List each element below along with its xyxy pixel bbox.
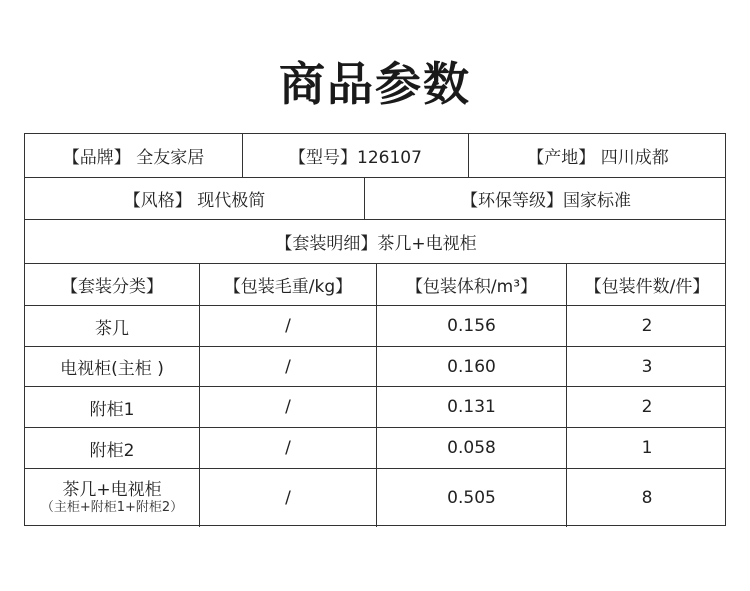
row-count: 3 — [641, 356, 653, 377]
table-row — [25, 428, 725, 469]
table-row — [25, 387, 725, 428]
table-row — [25, 469, 725, 527]
row-count: 1 — [641, 438, 653, 458]
row-weight: / — [200, 387, 377, 427]
row-volume: 0.058 — [377, 428, 567, 468]
style-cell: 【风格】 现代极简 — [25, 178, 365, 219]
row-weight: / — [200, 347, 377, 386]
header-weight: 【包装毛重/kg】 — [200, 264, 377, 305]
eco-level-cell: 【环保等级】国家标准 — [461, 191, 631, 211]
row-category: 附柜2 — [25, 428, 200, 468]
row-category: 电视柜(主柜 ) — [25, 347, 200, 386]
row-weight: / — [200, 306, 377, 346]
row-count: 8 — [641, 488, 653, 508]
row-category: 附柜1 — [25, 387, 200, 427]
table-header-row — [25, 264, 725, 306]
model-cell: 【型号】126107 — [243, 134, 469, 177]
header-count: 【包装件数/件】 — [584, 277, 710, 297]
header-volume-unit: ³】 — [513, 277, 538, 297]
table-row — [25, 347, 725, 387]
set-detail-cell: 【套装明细】茶几+电视柜 — [275, 234, 477, 254]
row-volume: 0.156 — [377, 306, 567, 346]
header-volume — [377, 264, 567, 305]
header-category: 【套装分类】 — [25, 264, 200, 305]
row-count: 2 — [641, 397, 653, 417]
product-params-table — [24, 133, 726, 526]
row-volume: 0.505 — [377, 469, 567, 527]
info-row-1 — [25, 134, 725, 178]
table-row — [25, 306, 725, 347]
row-category: 茶几 — [25, 306, 200, 346]
row-volume: 0.160 — [377, 347, 567, 386]
row-weight: / — [200, 428, 377, 468]
row-volume: 0.131 — [377, 387, 567, 427]
info-row-2 — [25, 178, 725, 220]
brand-cell: 【品牌】 全友家居 — [25, 134, 243, 177]
row-category-sub: （主柜+附柜1+附柜2） — [40, 500, 184, 516]
row-category-name: 茶几+电视柜 — [62, 480, 162, 500]
header-volume-label: 【包装体积/m — [405, 277, 514, 297]
row-count: 2 — [641, 316, 653, 336]
row-weight: / — [200, 469, 377, 527]
origin-cell: 【产地】 四川成都 — [527, 148, 669, 168]
row-category — [25, 469, 200, 527]
page-title: 商品参数 — [279, 57, 471, 111]
set-detail-row — [25, 220, 725, 264]
